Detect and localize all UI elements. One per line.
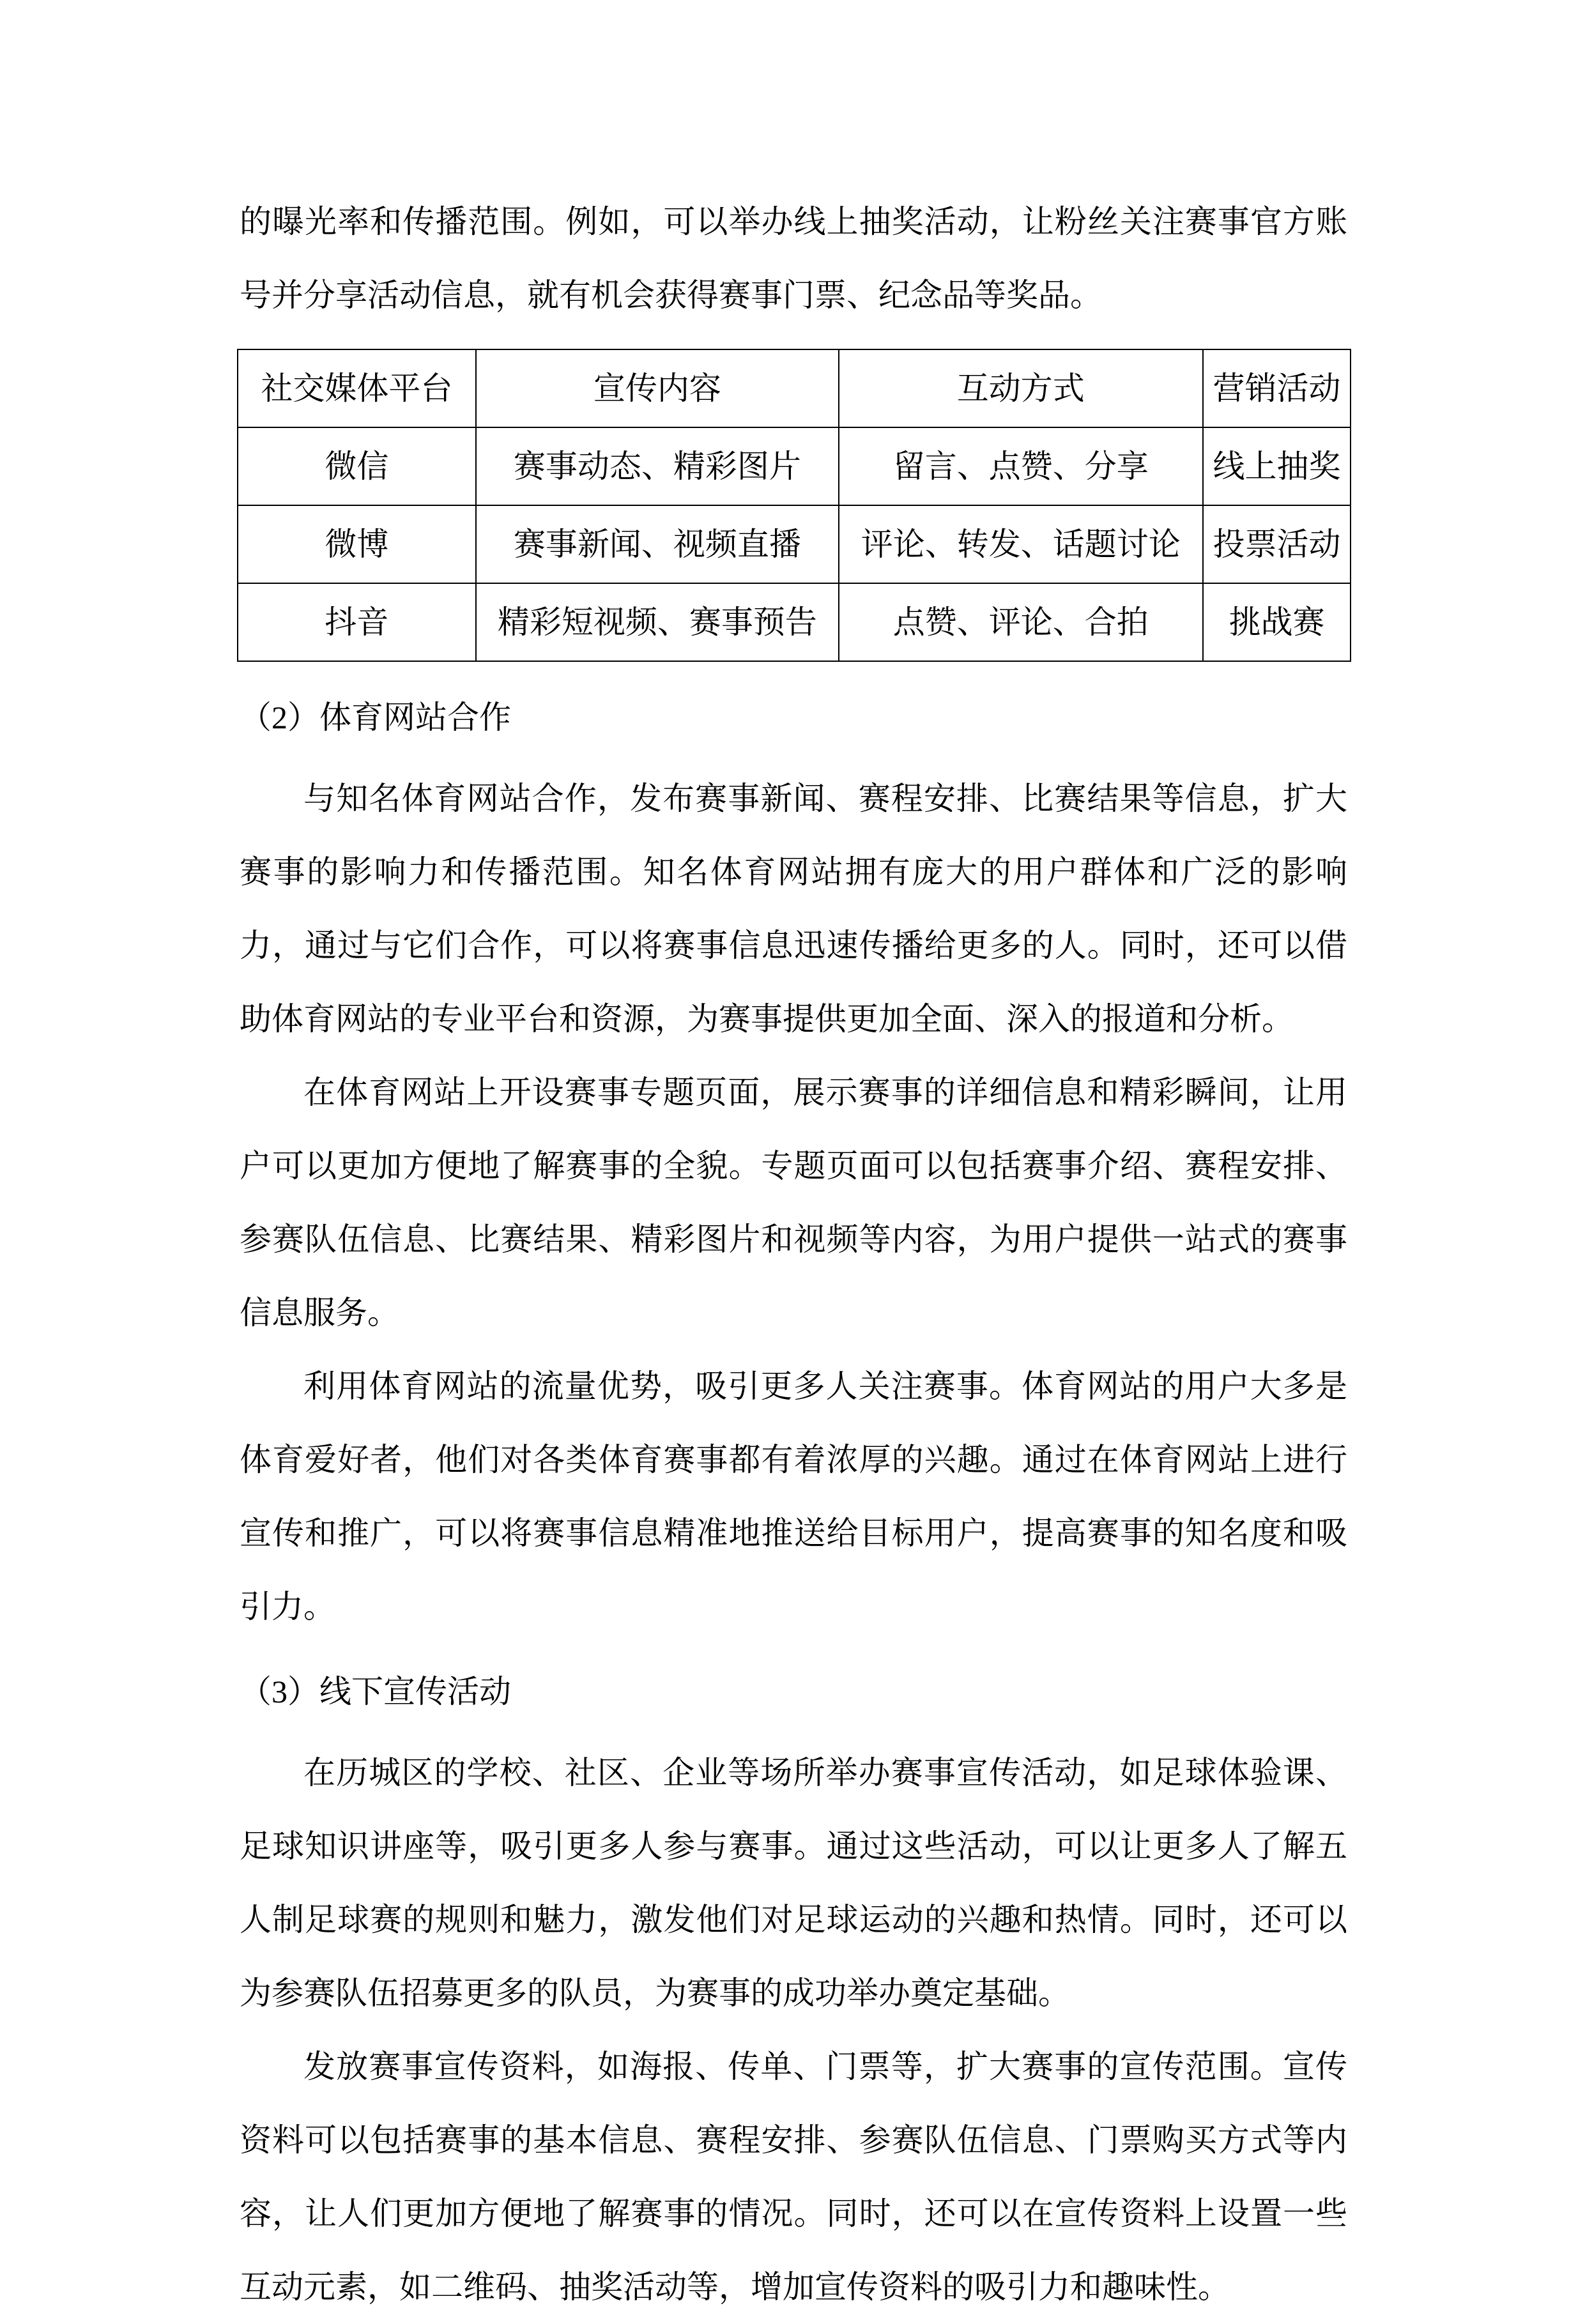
table-row bbox=[238, 505, 1351, 583]
table-header-cell: 社交媒体平台 bbox=[238, 349, 476, 427]
table-header-row bbox=[238, 349, 1351, 427]
table-cell: 留言、点赞、分享 bbox=[839, 427, 1203, 505]
table-row bbox=[238, 583, 1351, 661]
table-header-cell: 宣传内容 bbox=[476, 349, 839, 427]
intro-paragraph: 的曝光率和传播范围。例如，可以举办线上抽奖活动，让粉丝关注赛事官方账号并分享活动信息，就有机会获得赛事门票、纪念品等奖品。 bbox=[240, 204, 1347, 313]
table-cell: 抖音 bbox=[238, 583, 476, 661]
table-cell: 投票活动 bbox=[1203, 505, 1351, 583]
section-sports-websites bbox=[240, 681, 1347, 1644]
body-paragraph: 在历城区的学校、社区、企业等场所举办赛事宣传活动，如足球体验课、足球知识讲座等，吸引更多人参与赛事。通过这些活动，可以让更多人了解五人制足球赛的规则和魅力，激发他们对足球运动的兴趣和热情。同时，还可以为参赛队伍招募更多的队员，为赛事的成功举办奠定基础。 bbox=[240, 1755, 1347, 2011]
table-cell: 微信 bbox=[238, 427, 476, 505]
table-cell: 赛事动态、精彩图片 bbox=[476, 427, 839, 505]
body-paragraph: 在体育网站上开设赛事专题页面，展示赛事的详细信息和精彩瞬间，让用户可以更加方便地了解赛事的全貌。专题页面可以包括赛事介绍、赛程安排、参赛队伍信息、比赛结果、精彩图片和视频等内容，为用户提供一站式的赛事信息服务。 bbox=[240, 1074, 1347, 1331]
section-offline-promotion bbox=[240, 1655, 1347, 2324]
table-cell: 挑战赛 bbox=[1203, 583, 1351, 661]
body-paragraph: 发放赛事宣传资料，如海报、传单、门票等，扩大赛事的宣传范围。宣传资料可以包括赛事的基本信息、赛程安排、参赛队伍信息、门票购买方式等内容，让人们更加方便地了解赛事的情况。同时，还可以在宣传资料上设置一些互动元素，如二维码、抽奖活动等，增加宣传资料的吸引力和趣味性。 bbox=[240, 2049, 1347, 2305]
social-media-promotion-table bbox=[237, 349, 1351, 662]
table-cell: 赛事新闻、视频直播 bbox=[476, 505, 839, 583]
table-cell: 微博 bbox=[238, 505, 476, 583]
body-paragraph: 利用体育网站的流量优势，吸引更多人关注赛事。体育网站的用户大多是体育爱好者，他们对各类体育赛事都有着浓厚的兴趣。通过在体育网站上进行宣传和推广，可以将赛事信息精准地推送给目标用户，提高赛事的知名度和吸引力。 bbox=[240, 1368, 1347, 1625]
table-cell: 精彩短视频、赛事预告 bbox=[476, 583, 839, 661]
table-header-cell: 互动方式 bbox=[839, 349, 1203, 427]
section-heading: （3）线下宣传活动 bbox=[240, 1674, 511, 1709]
body-paragraph: 与知名体育网站合作，发布赛事新闻、赛程安排、比赛结果等信息，扩大赛事的影响力和传播范围。知名体育网站拥有庞大的用户群体和广泛的影响力，通过与它们合作，可以将赛事信息迅速传播给更多的人。同时，还可以借助体育网站的专业平台和资源，为赛事提供更加全面、深入的报道和分析。 bbox=[240, 781, 1347, 1037]
table-row bbox=[238, 427, 1351, 505]
table-header-cell: 营销活动 bbox=[1203, 349, 1351, 427]
section-heading: （2）体育网站合作 bbox=[240, 699, 511, 735]
table-cell: 线上抽奖 bbox=[1203, 427, 1351, 505]
table-cell: 点赞、评论、合拍 bbox=[839, 583, 1203, 661]
table-cell: 评论、转发、话题讨论 bbox=[839, 505, 1203, 583]
